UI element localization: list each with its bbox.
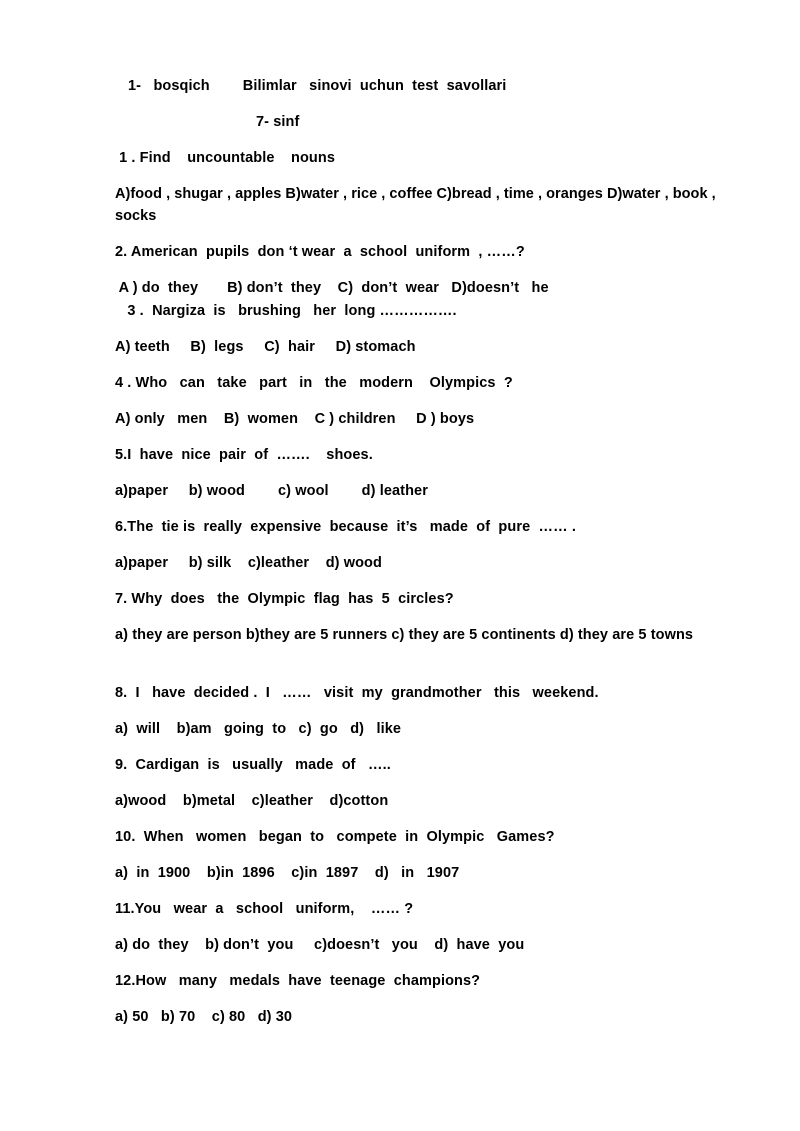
question-8: 8. I have decided . I …… visit my grandmother this weekend. bbox=[115, 685, 599, 701]
question-5: 5.I have nice pair of ……. shoes. bbox=[115, 447, 373, 463]
answers-3: A) teeth B) legs C) hair D) stomach bbox=[115, 339, 416, 355]
answers-5: a)paper b) wood c) wool d) leather bbox=[115, 483, 428, 499]
question-7: 7. Why does the Olympic flag has 5 circles? bbox=[115, 591, 454, 607]
question-9: 9. Cardigan is usually made of ….. bbox=[115, 757, 391, 773]
question-1: 1 . Find uncountable nouns bbox=[115, 150, 335, 166]
question-10: 10. When women began to compete in Olympic Games? bbox=[115, 829, 555, 845]
question-11: 11.You wear a school uniform, …… ? bbox=[115, 901, 414, 917]
answers-8: a) will b)am going to c) go d) like bbox=[115, 721, 402, 737]
answers-7: a) they are person b)they are 5 runners c) they are 5 continents d) they are 5 towns bbox=[115, 627, 694, 643]
answers-4: A) only men B) women C ) children D ) boys bbox=[115, 411, 475, 427]
answers-12: a) 50 b) 70 c) 80 d) 30 bbox=[115, 1009, 293, 1025]
question-3: 3 . Nargiza is brushing her long ……………. bbox=[115, 303, 457, 319]
answers-9: a)wood b)metal c)leather d)cotton bbox=[115, 793, 389, 809]
question-4: 4 . Who can take part in the modern Olympics ? bbox=[115, 375, 513, 391]
question-6: 6.The tie is really expensive because it’s made of pure …… . bbox=[115, 519, 576, 535]
test-title: 1- bosqich Bilimlar sinovi uchun test savollari bbox=[128, 78, 507, 94]
answers-6: a)paper b) silk c)leather d) wood bbox=[115, 555, 382, 571]
answers-11: a) do they b) don’t you c)doesn’t you d) have you bbox=[115, 937, 525, 953]
question-12: 12.How many medals have teenage champions? bbox=[115, 973, 481, 989]
answers-1: A)food , shugar , apples B)water , rice , coffee C)bread , time , oranges D)water , book , socks bbox=[115, 186, 716, 224]
answers-10: a) in 1900 b)in 1896 c)in 1897 d) in 1907 bbox=[115, 865, 460, 881]
grade-label: 7- sinf bbox=[256, 114, 300, 130]
question-2: 2. American pupils don ‘t wear a school uniform , ……? bbox=[115, 244, 525, 260]
answers-2: A ) do they B) don’t they C) don’t wear D)doesn’t he bbox=[115, 280, 549, 296]
